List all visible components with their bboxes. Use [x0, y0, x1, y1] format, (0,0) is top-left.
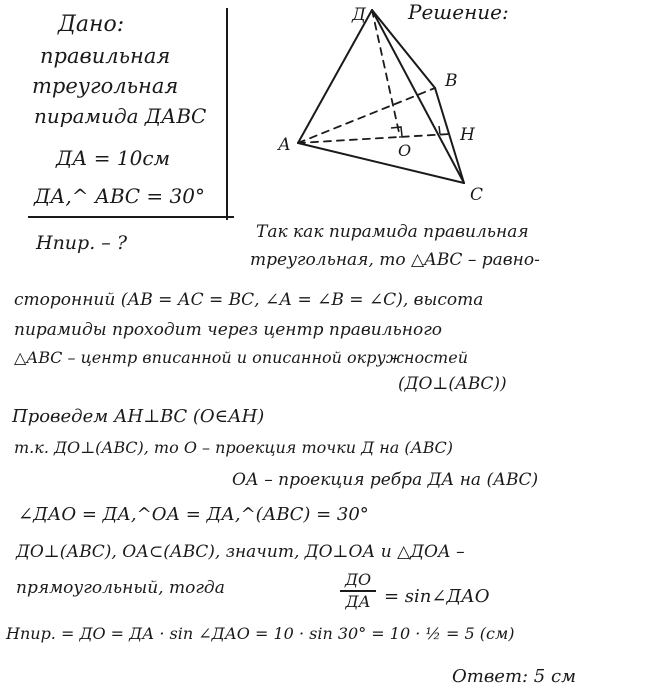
right-angle-h — [439, 126, 440, 134]
given-line-1: правильная — [40, 44, 171, 68]
solution-line-2: треугольная, то △АВС – равно- — [250, 250, 540, 270]
label-h: Н — [460, 125, 475, 145]
solution-line-12: прямоугольный, тогда — [16, 578, 225, 598]
ratio-fraction — [338, 572, 378, 610]
label-d: Д — [352, 5, 366, 25]
right-angle-o — [391, 127, 402, 136]
solution-line-5: △АВС – центр вписанной и описанной окружностей — [14, 348, 468, 367]
solution-line-3: сторонний (АВ = АС = ВС, ∠А = ∠В = ∠С), высота — [14, 290, 484, 310]
edge-ac — [298, 143, 464, 183]
edge-ab-hidden — [298, 88, 435, 143]
solution-line-7: Проведем АН⊥ВС (О∈АН) — [12, 406, 265, 427]
solution-line-10: ∠ДАО = ДА,^ОА = ДА,^(АВС) = 30° — [18, 504, 369, 525]
solution-line-9: ОА – проекция ребра ДА на (АВС) — [232, 470, 539, 490]
label-a: А — [278, 135, 291, 155]
pyramid-figure — [0, 0, 654, 260]
solution-line-4: пирамиды проходит через центр правильного — [14, 320, 443, 340]
given-angle: ДА,^ АВС = 30° — [34, 184, 205, 208]
find-height: Нпир. – ? — [36, 232, 128, 254]
ratio-rhs: = sin∠ДАО — [384, 586, 490, 607]
given-line-2: треугольная — [32, 74, 179, 98]
ratio-denominator: ДА — [345, 592, 371, 611]
solution-line-1: Так как пирамида правильная — [256, 222, 529, 242]
answer: Ответ: 5 см — [452, 666, 576, 687]
edge-dc — [372, 10, 464, 183]
label-b: В — [445, 71, 458, 91]
solution-line-6: (ДО⊥(АВС)) — [398, 374, 507, 394]
edge-da — [298, 10, 372, 143]
solution-heading: Решение: — [408, 0, 509, 24]
label-o: О — [398, 141, 412, 160]
solution-line-11: ДО⊥(АВС), ОА⊂(АВС), значит, ДО⊥ОА и △ДОА – — [16, 542, 465, 562]
given-da-length: ДА = 10см — [56, 146, 171, 170]
given-heading: Дано: — [58, 12, 125, 37]
solution-line-8: т.к. ДО⊥(АВС), то О – проекция точки Д на (АВС) — [14, 438, 454, 457]
label-c: С — [470, 185, 484, 205]
height-equation: Нпир. = ДО = ДА · sin ∠ДАО = 10 · sin 30° = 10 · ½ = 5 (см) — [6, 624, 515, 643]
given-line-3: пирамида ДАВС — [34, 104, 207, 128]
median-ah — [298, 134, 450, 143]
height-do — [372, 10, 400, 137]
ratio-numerator: ДО — [344, 570, 372, 589]
